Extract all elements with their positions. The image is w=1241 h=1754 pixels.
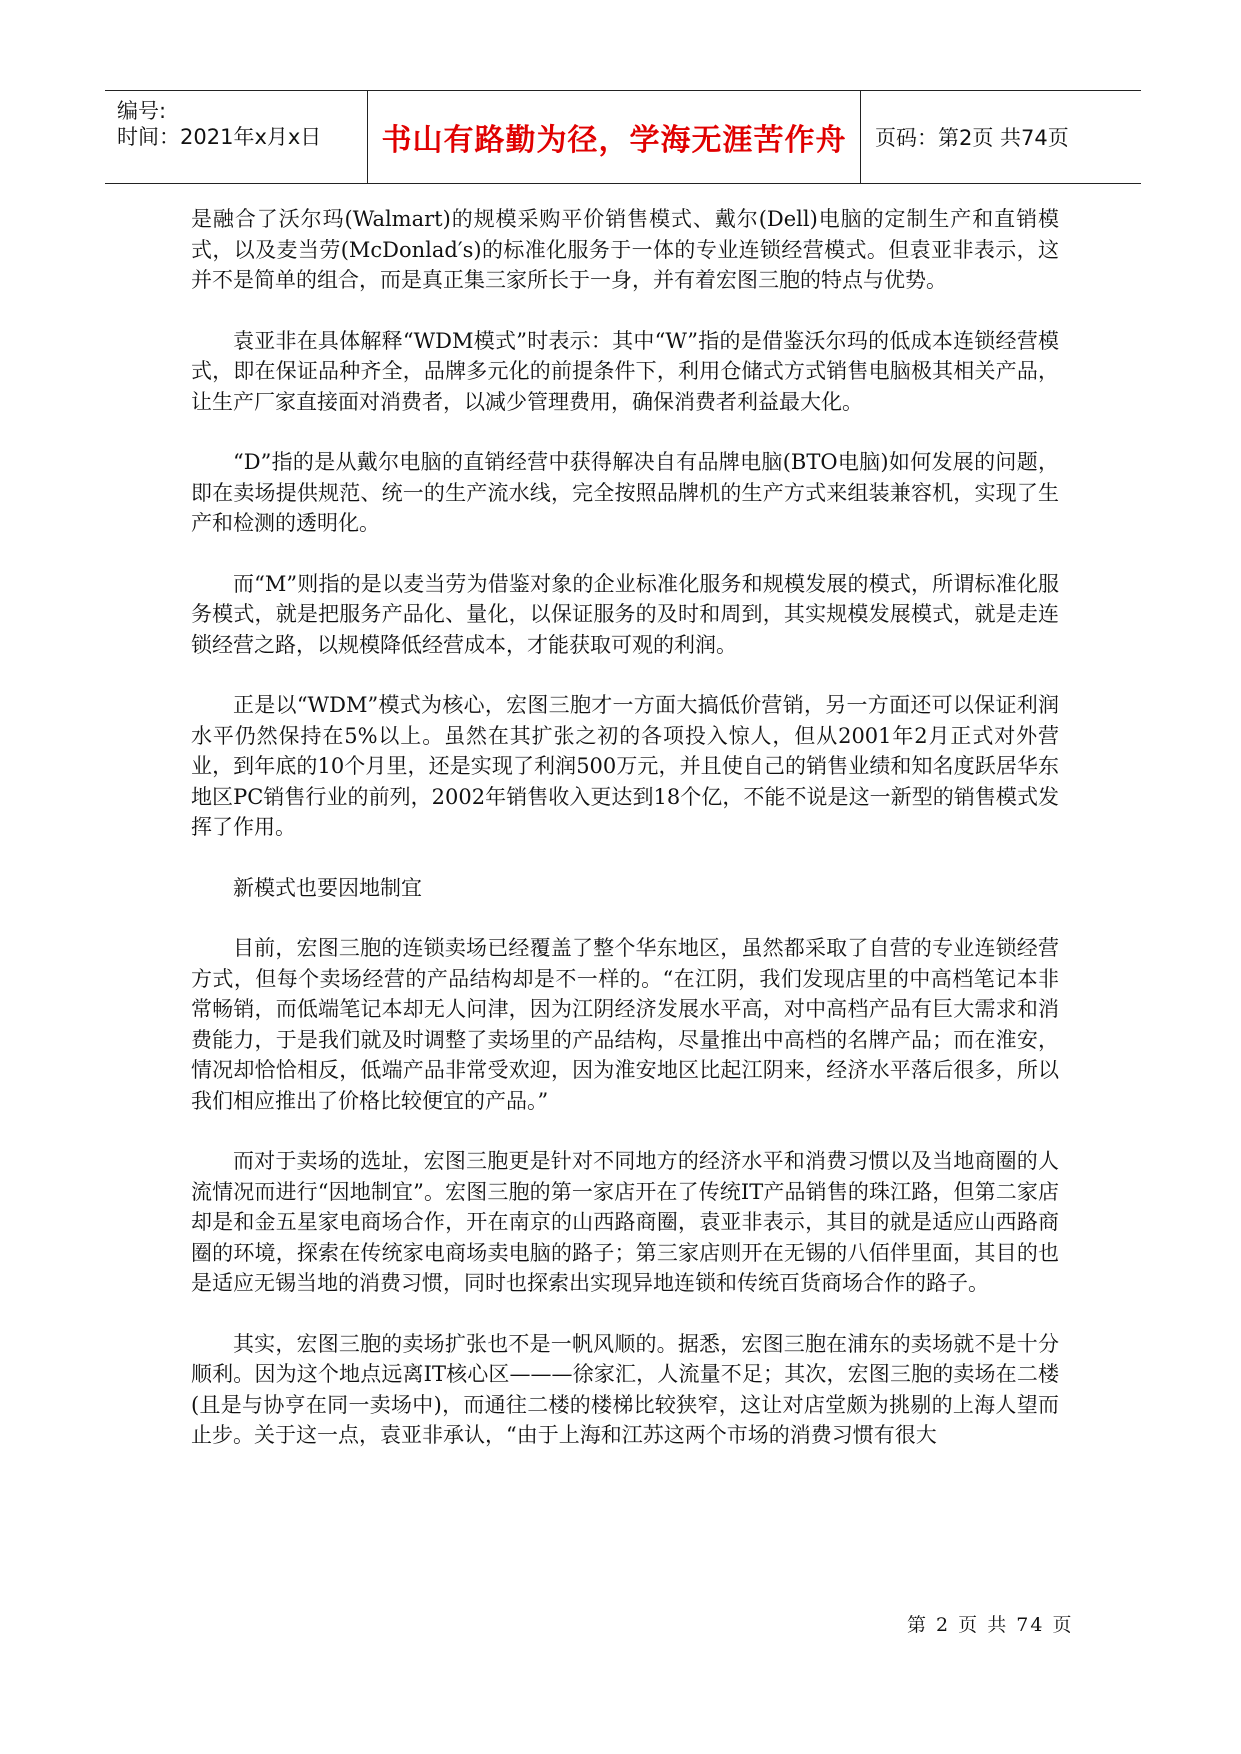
paragraph: 正是以“WDM”模式为核心，宏图三胞才一方面大搞低价营销，另一方面还可以保证利润水平仍然保持在5%以上。虽然在其扩张之初的各项投入惊人，但从2001年2月正式对外营业，到年底的10个月里，还是实现了利润500万元，并且使自己的销售业绩和知名度跃居华东地区PC销售行业的前列，2002年销售收入更达到18个亿，不能不说是这一新型的销售模式发挥了作用。	[191, 693, 1059, 839]
paragraph: “D”指的是从戴尔电脑的直销经营中获得解决自有品牌电脑(BTO电脑)如何发展的问题，即在卖场提供规范、统一的生产流水线，完全按照品牌机的生产方式来组装兼容机，实现了生产和检测的透明化。	[191, 450, 1059, 535]
page-footer: 第 2 页 共 74 页	[907, 1614, 1074, 1636]
paragraph: 目前，宏图三胞的连锁卖场已经覆盖了整个华东地区，虽然都采取了自营的专业连锁经营方式，但每个卖场经营的产品结构却是不一样的。“在江阴，我们发现店里的中高档笔记本非常畅销，而低端笔记本却无人问津，因为江阴经济发展水平高，对中高档产品有巨大需求和消费能力，于是我们就及时调整了卖场里的产品结构，尽量推出中高档的名牌产品；而在淮安，情况却恰恰相反，低端产品非常受欢迎，因为淮安地区比起江阴来，经济水平落后很多，所以我们相应推出了价格比较便宜的产品。”	[191, 936, 1059, 1113]
header-meta	[105, 91, 368, 183]
header-page-number: 页码：第2页 共74页	[875, 126, 1069, 150]
document-number-label: 编号:	[117, 99, 167, 123]
paragraph: 袁亚非在具体解释“WDM模式”时表示：其中“W”指的是借鉴沃尔玛的低成本连锁经营模式，即在保证品种齐全，品牌多元化的前提条件下，利用仓储式方式销售电脑极其相关产品，让生产厂家直接面对消费者，以减少管理费用，确保消费者利益最大化。	[191, 328, 1059, 414]
section-heading: 新模式也要因地制宜	[233, 875, 422, 900]
document-time-label: 时间：2021年x月x日	[117, 125, 322, 149]
paragraph: 是融合了沃尔玛(Walmart)的规模采购平价销售模式、戴尔(Dell)电脑的定制生产和直销模式，以及麦当劳(McDonlad′s)的标准化服务于一体的专业连锁经营模式。但袁亚非表示，这并不是简单的组合，而是真正集三家所长于一身，并有着宏图三胞的特点与优势。	[191, 207, 1059, 292]
document-body	[191, 204, 1059, 1481]
header-motto: 书山有路勤为径，学海无涯苦作舟	[368, 91, 861, 183]
paragraph: 其实，宏图三胞的卖场扩张也不是一帆风顺的。据悉，宏图三胞在浦东的卖场就不是十分顺利。因为这个地点远离IT核心区———徐家汇，人流量不足；其次，宏图三胞的卖场在二楼(且是与协亨在同一卖场中)，而通往二楼的楼梯比较狭窄，这让对店堂颇为挑剔的上海人望而止步。关于这一点，袁亚非承认，“由于上海和江苏这两个市场的消费习惯有很大	[191, 1331, 1059, 1447]
paragraph: 而对于卖场的选址，宏图三胞更是针对不同地方的经济水平和消费习惯以及当地商圈的人流情况而进行“因地制宜”。宏图三胞的第一家店开在了传统IT产品销售的珠江路，但第二家店却是和金五星家电商场合作，开在南京的山西路商圈，袁亚非表示，其目的就是适应山西路商圈的环境，探索在传统家电商场卖电脑的路子；第三家店则开在无锡的八佰伴里面，其目的也是适应无锡当地的消费习惯，同时也探索出实现异地连锁和传统百货商场合作的路子。	[191, 1149, 1059, 1295]
page-header	[105, 90, 1141, 184]
paragraph: 而“M”则指的是以麦当劳为借鉴对象的企业标准化服务和规模发展的模式，所谓标准化服务模式，就是把服务产品化、量化，以保证服务的及时和周到，其实规模发展模式，就是走连锁经营之路，以规模降低经营成本，才能获取可观的利润。	[191, 571, 1059, 657]
